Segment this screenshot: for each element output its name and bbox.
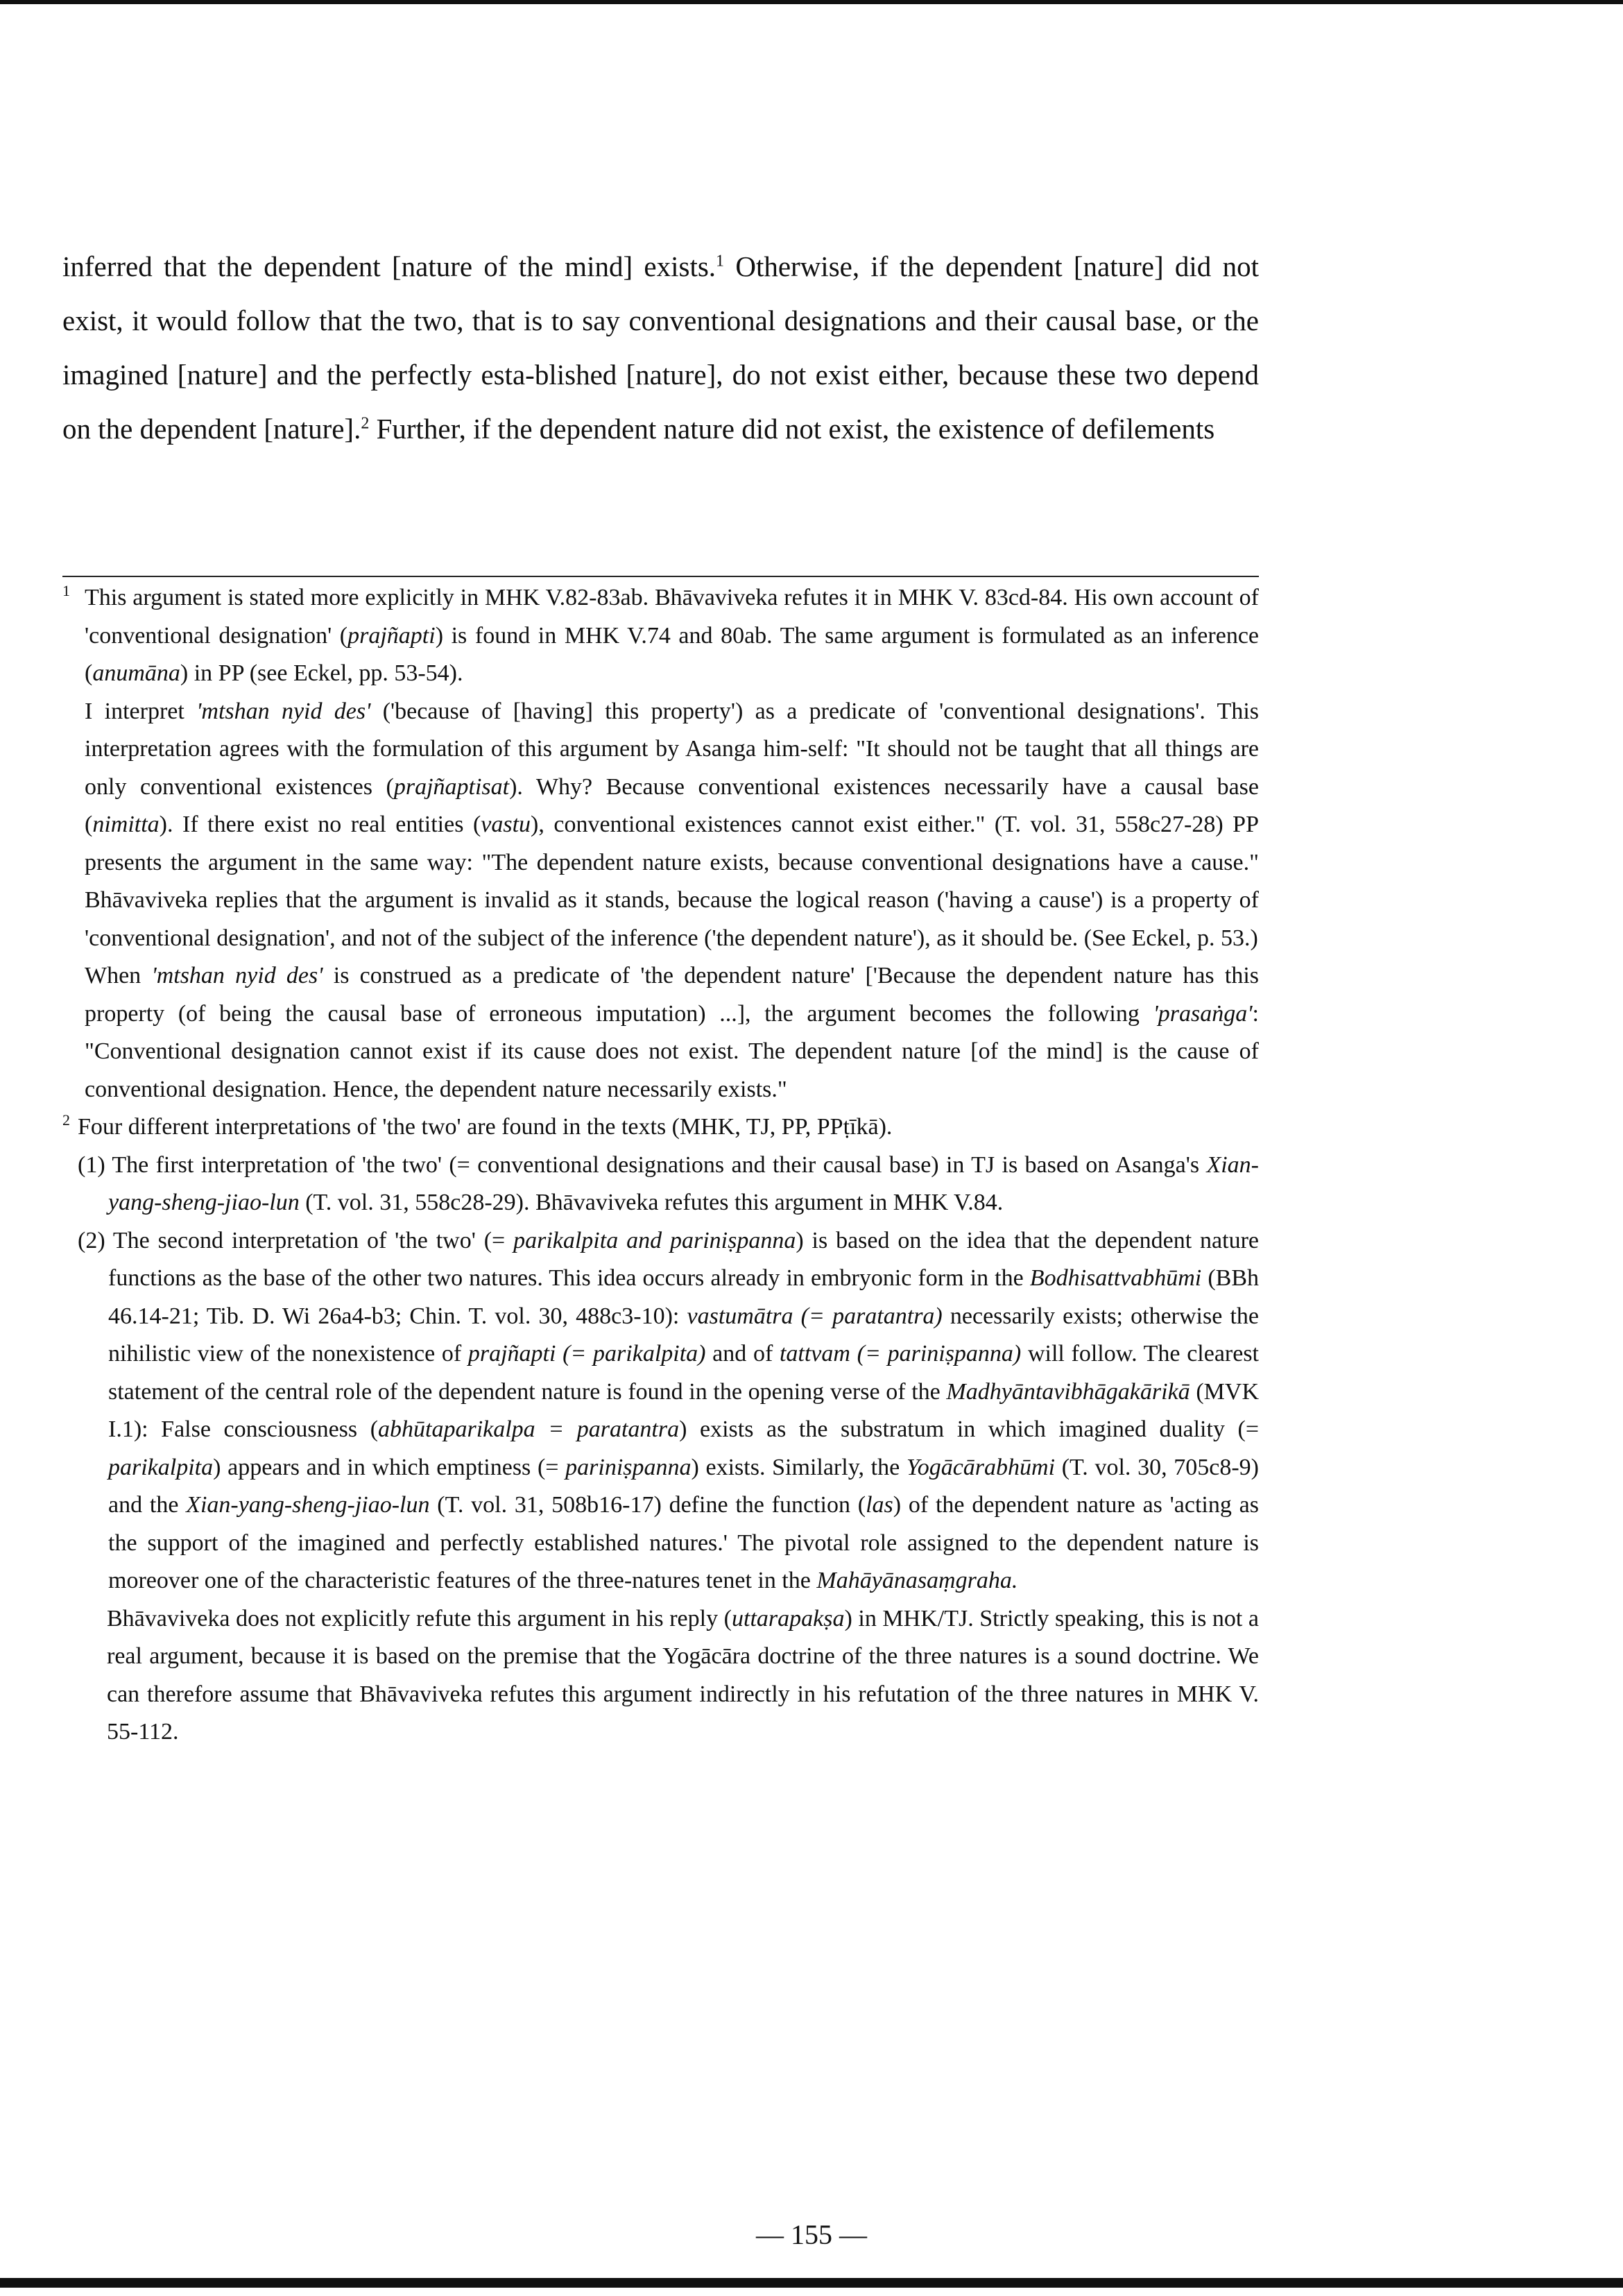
footnote-mark-1: 1: [62, 582, 70, 599]
footnote-2: [62, 1108, 1259, 1751]
footnote-separator: [62, 576, 1259, 577]
footnote-1: [62, 579, 1259, 1108]
footnote-mark-2: 2: [62, 1111, 70, 1129]
footnote-2-conclusion: Bhāvaviveka does not explicitly refute this argument in his reply (uttarapakṣa) in MHK/TJ. Strictly speaking, this is not a real argument, because it is based on the premise that the Yogācāra doctrine of the three natures is a sound doctrine. We can therefore assume that Bhāvaviveka refutes this argument indirectly in his refutation of the three natures in MHK V. 55-112.: [107, 1605, 1260, 1745]
footnote-1-para-3: When 'mtshan nyid des' is construed as a predicate of 'the dependent nature' ['Because the dependent nature has this property (of being the causal base of erroneous imputation) ...], the argument becomes the following 'prasaṅga': "Conventional designation cannot exist if its cause does not exist. The dependent nature [of the mind] is the cause of conventional designation. Hence, the dependent nature necessarily exists.": [85, 963, 1259, 1102]
footnote-1-para-1: This argument is stated more explicitly in MHK V.82-83ab. Bhāvaviveka refutes it in MHK V. 83cd-84. His own account of 'conventional designation' (prajñapti) is found in MHK V.74 and 80ab. The same argument is formulated as an inference (anumāna) in PP (see Eckel, pp. 53-54).: [85, 585, 1259, 686]
footnote-2-intro: Four different interpretations of 'the two' are found in the texts (MHK, TJ, PP, PPṭīkā).: [78, 1114, 893, 1140]
footnote-2-item-1: (1) The first interpretation of 'the two' (= conventional designations and their causal base) in TJ is based on Asanga's Xian-yang-sheng-jiao-lun (T. vol. 31, 558c28-29). Bhāvaviveka refutes this argument in MHK V.84.: [78, 1151, 1259, 1215]
bottom-border-rule: [0, 2278, 1623, 2288]
footnote-ref-1[interactable]: 1: [716, 252, 725, 271]
footnote-2-item-2: (2) The second interpretation of 'the two' (= parikalpita and pariniṣpanna) is based on the idea that the dependent nature functions as the base of the other two natures. This idea occurs already in embryonic form in the Bodhisattvabhūmi (BBh 46.14-21; Tib. D. Wi 26a4-b3; Chin. T. vol. 30, 488c3-10): vastumātra (= paratantra) necessarily exists; otherwise the nihilistic view of the nonexistence of prajñapti (= parikalpita) and of tattvam (= pariniṣpanna) will follow. The clearest statement of the central role of the dependent nature is found in the opening verse of the Madhyāntavibhāgakārikā (MVK I.1): False consciousness (abhūtaparikalpa = paratantra) exists as the substratum in which imagined duality (= parikalpita) appears and in which emptiness (= pariniṣpanna) exists. Similarly, the Yogācārabhūmi (T. vol. 30, 705c8-9) and the Xian-yang-sheng-jiao-lun (T. vol. 31, 508b16-17) define the function (las) of the dependent nature as 'acting as the support of the imagined and perfectly established natures.' The pivotal role assigned to the dependent nature is moreover one of the characteristic features of the three-natures tenet in the Mahāyānasaṃgraha.: [78, 1227, 1260, 1593]
main-text-paragraph: inferred that the dependent [nature of the mind] exists.$^1$ Otherwise, if the dependent [nature] did not exist, it would follow that the two, that is to say conventional designations and their causal base, or the imagined [nature] and the perfectly esta-blished [nature], do not exist either, because these two depend on the dependent [nature].$^2$ Further, if the dependent nature did not exist, the existence of defilements: [62, 250, 1259, 445]
footnotes-section: [62, 579, 1259, 1751]
footnote-ref-2[interactable]: 2: [361, 414, 370, 433]
top-border-rule: [0, 0, 1623, 4]
page-number: — 155 —: [756, 2219, 867, 2250]
footnote-1-para-2: I interpret 'mtshan nyid des' ('because of [having] this property') as a predicate of 'conventional designations'. This interpretation agrees with the formulation of this argument by Asanga him-self: "It should not be taught that all things are only conventional existences (prajñaptisat). Why? Because conventional existences necessarily have a causal base (nimitta). If there exist no real entities (vastu), conventional existences cannot exist either." (T. vol. 31, 558c27-28) PP presents the argument in the same way: "The dependent nature exists, because conventional designations have a cause." Bhāvaviveka replies that the argument is invalid as it stands, because the logical reason ('having a cause') is a property of 'conventional designation', and not of the subject of the inference ('the dependent nature'), as it should be. (See Eckel, p. 53.): [85, 698, 1259, 951]
